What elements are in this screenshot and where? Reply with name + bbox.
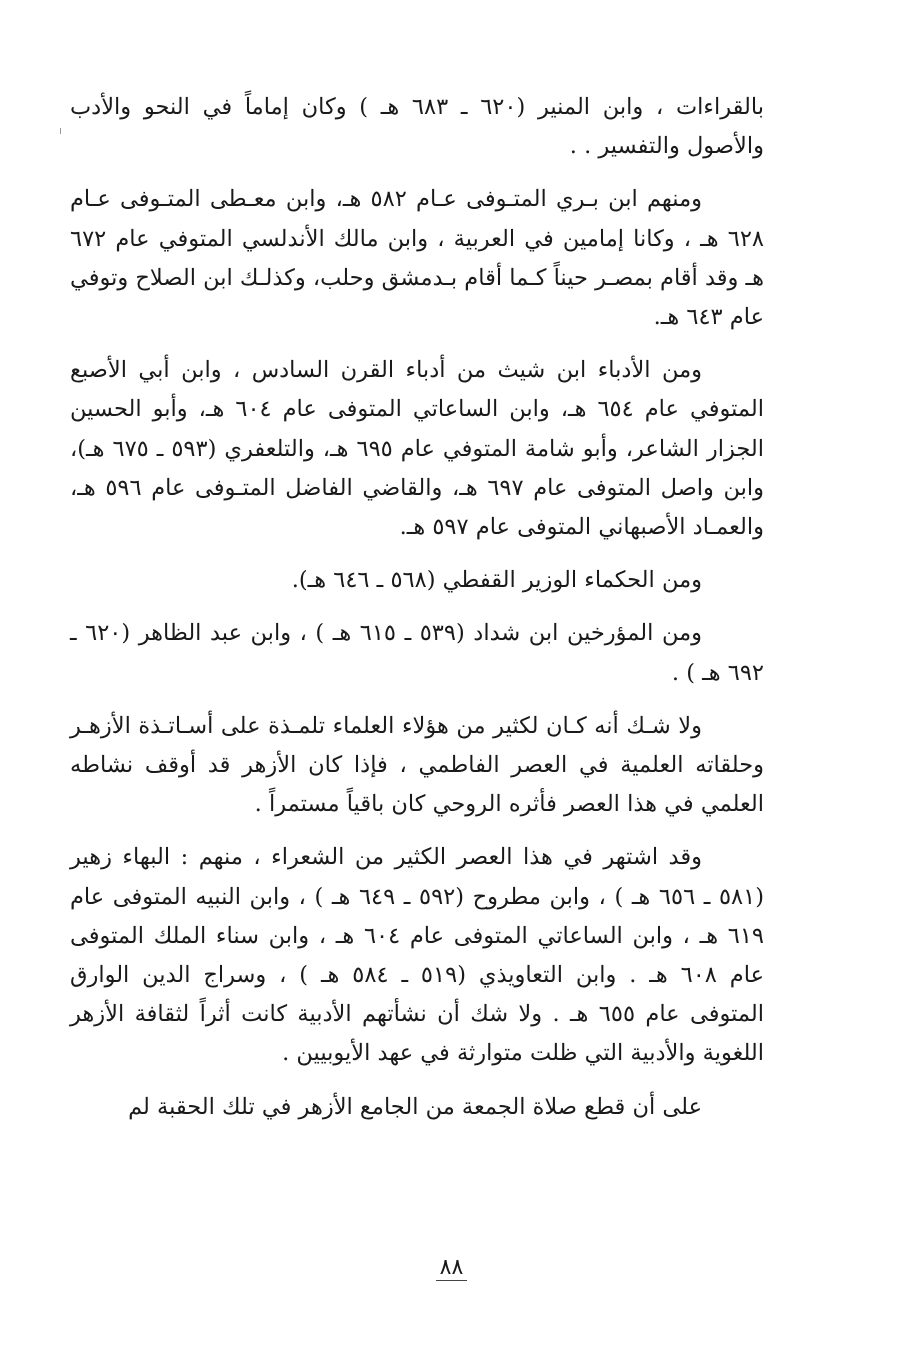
page-number-text: ٨٨: [436, 1255, 468, 1281]
paragraph-8: على أن قطع صلاة الجمعة من الجامع الأزهر في تلك الحقبة لم: [128, 1093, 702, 1120]
body-text: [70, 88, 764, 1141]
paragraph-7: وقد اشتهر في هذا العصر الكثير من الشعراء ، منهم : البهاء زهير (٥٨١ ـ ٦٥٦ هـ ) ، وابن مطروح (٥٩٢ ـ ٦٤٩ هـ ) ، وابن النبيه المتوفى عام ٦١٩ هـ ، وابن الساعاتي المتوفى عام ٦٠٤ هـ ، وابن سناء الملك المتوفى عام ٦٠٨ هـ . وابن التعاويذي (٥١٩ ـ ٥٨٤ هـ ) ، وسراج الدين الوارق المتوفى عام ٦٥٥ هـ . ولا شك أن نشأتهم الأدبية كانت أثراً لثقافة الأزهر اللغوية والأدبية التي ظلت متوارثة في عهد الأيوبيين .: [70, 844, 765, 1067]
paragraph-3: ومن الأدباء ابن شيث من أدباء القرن السادس ، وابن أبي الأصبع المتوفي عام ٦٥٤ هـ، وابن الساعاتي المتوفى عام ٦٠٤ هـ، وأبو الحسين الجزار الشاعر، وأبو شامة المتوفي عام ٦٩٥ هـ، والتلعفري (٥٩٣ ـ ٦٧٥ هـ)، وابن واصل المتوفى عام ٦٩٧ هـ، والقاضي الفاضل المتـوفى عام ٥٩٦ هـ، والعمـاد الأصبهاني المتوفى عام ٥٩٧ هـ.: [70, 357, 765, 541]
page-number: [0, 1255, 903, 1280]
margin-tick-mark: [60, 128, 61, 134]
paragraph-5: ومن المؤرخين ابن شداد (٥٣٩ ـ ٦١٥ هـ ) ، وابن عبد الظاهر (٦٢٠ ـ ٦٩٢ هـ ) .: [70, 620, 764, 686]
paragraph-4: ومن الحكماء الوزير القفطي (٥٦٨ ـ ٦٤٦ هـ).: [291, 567, 702, 594]
paragraph-1: بالقراءات ، وابن المنير (٦٢٠ ـ ٦٨٣ هـ ) وكان إماماً في النحو والأدب والأصول والتفسير . .: [70, 94, 764, 160]
paragraph-2: ومنهم ابن بـري المتـوفى عـام ٥٨٢ هـ، وابن معـطى المتـوفى عـام ٦٢٨ هـ ، وكانا إمامين في العربية ، وابن مالك الأندلسي المتوفي عام ٦٧٢ هـ وقد أقام بمصـر حيناً كـما أقام بـدمشق وحلب، وكذلـك ابن الصلاح وتوفي عام ٦٤٣ هـ.: [70, 186, 764, 331]
paragraph-6: ولا شـك أنه كـان لكثير من هؤلاء العلماء تلمـذة على أسـاتـذة الأزهـر وحلقاته العلمية في العصر الفاطمي ، فإذا كان الأزهر قد أوقف نشاطه العلمي في هذا العصر فأثره الروحي كان باقياً مستمراً .: [70, 712, 764, 818]
